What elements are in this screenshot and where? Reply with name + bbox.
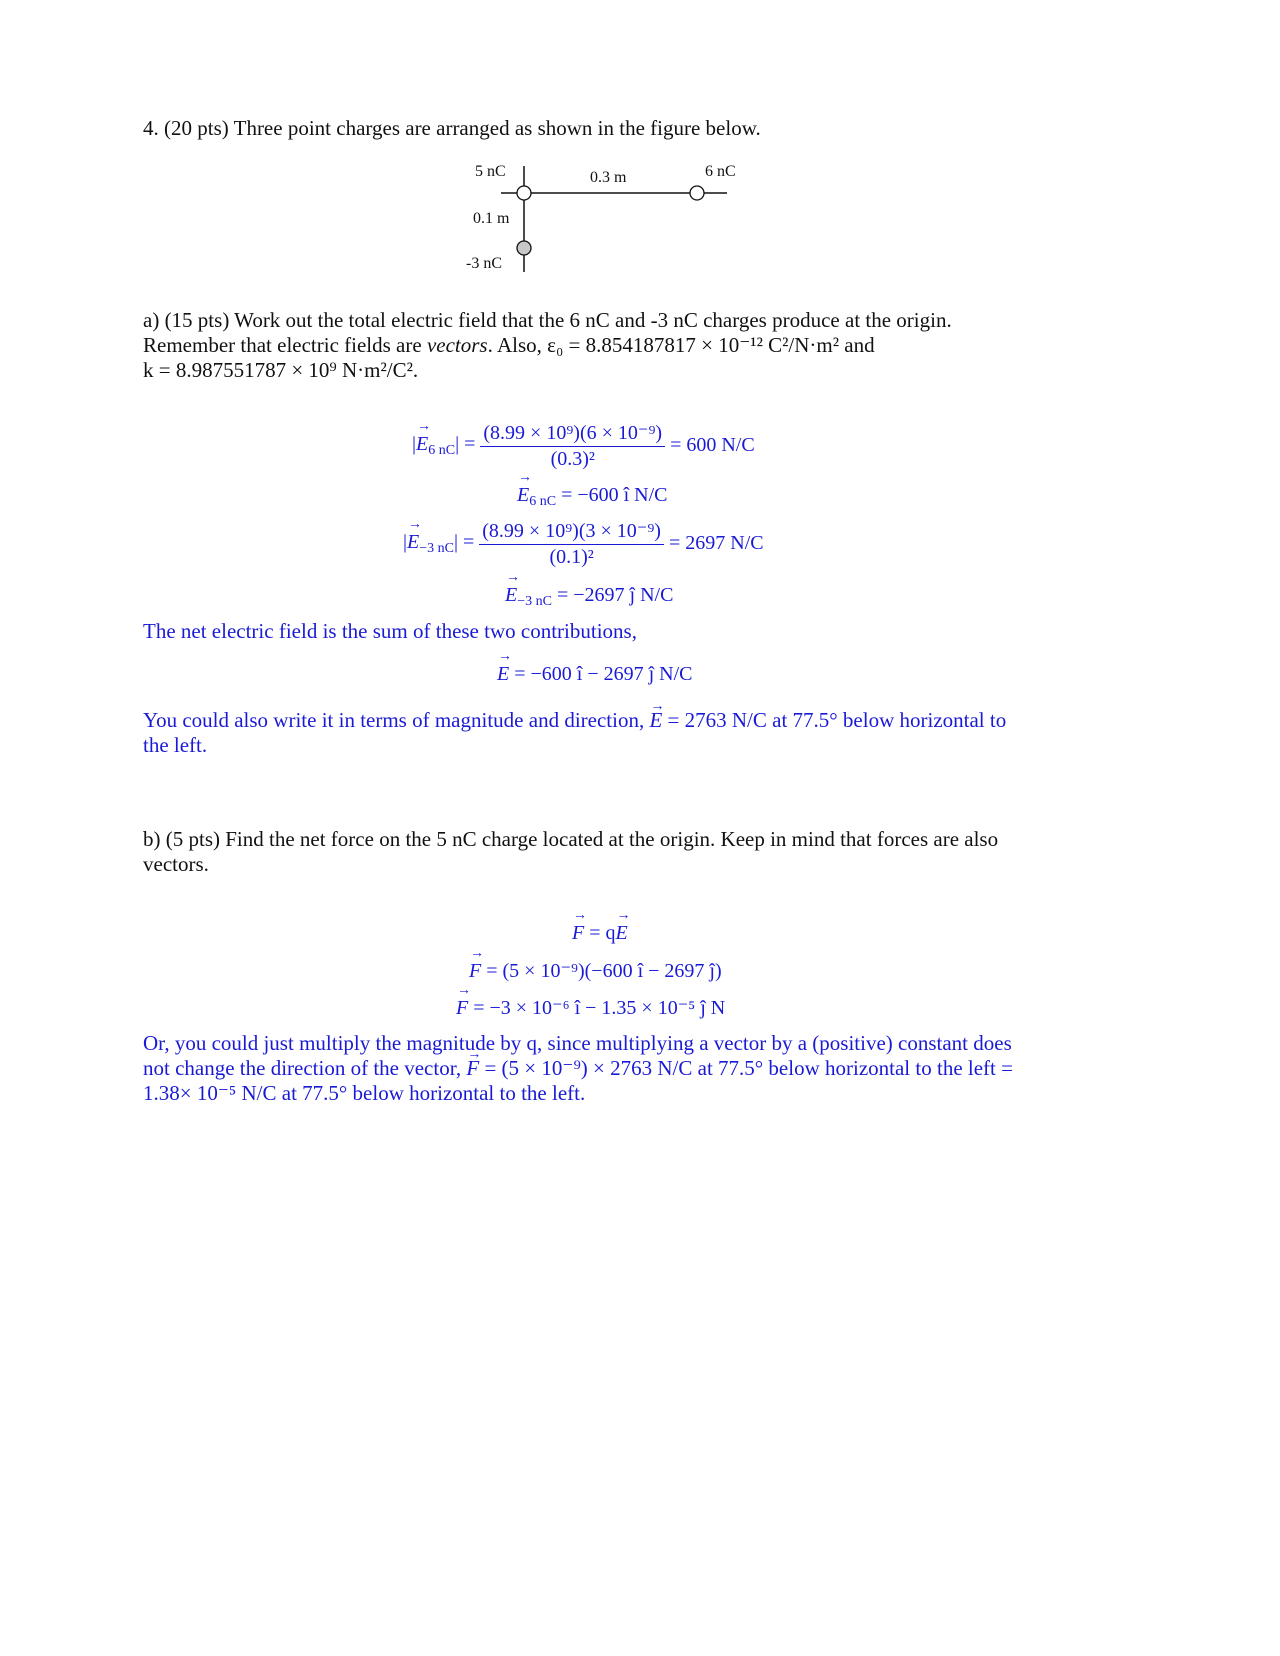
part-a-statement: [143, 308, 1143, 383]
label-neg3nc: -3 nC: [466, 255, 502, 272]
charge-neg3nc-marker: [517, 241, 531, 255]
part-a-line-1: a) (15 pts) Work out the total electric field that the 6 nC and -3 nC charges produce at the origin.: [143, 308, 952, 332]
magnitude-direction-text: [143, 708, 1143, 758]
eq-e6-vector: → $E_{6 nC} = -600$ î N/C: [517, 484, 668, 510]
eq4-rhs: = −2697 ĵ N/C: [556, 584, 674, 606]
part-b-line-2: vectors.: [143, 852, 209, 876]
label-0-1m: 0.1 m: [473, 210, 510, 227]
eqA-rhs: = q: [589, 922, 616, 944]
eq-eneg3-magnitude: |→ $E_{-3 nC}|$ = $\frac{\text{(8.99 × 10⁹)(3 × 10⁻⁹)}}{\text{(0.1)²}}$ = 2697 N/C: [403, 518, 764, 569]
eq2-rhs: = −600 î N/C: [561, 484, 668, 506]
net-field-text: The net electric field is the sum of these two contributions,: [143, 619, 637, 643]
eq-force-substituted: → F = (5 × 10⁻⁹)(−600 î − 2697 ĵ): [469, 958, 722, 983]
charge-6nc-marker: [690, 186, 704, 200]
part-a-line-3: k = 8.987551787 × 10⁹ N·m²/C².: [143, 358, 419, 382]
eq1-numerator: (8.99 × 10⁹)(6 × 10⁻⁹): [480, 420, 665, 447]
charge-5nc-marker: [517, 186, 531, 200]
eq-eneg3-vector: → $E_{-3 nC} = -2697$ ĵ N/C: [505, 584, 673, 610]
part-b-line-1: b) (5 pts) Find the net force on the 5 nC charge located at the origin. Keep in mind that forces are also: [143, 827, 999, 851]
charge-figure: [440, 158, 760, 283]
part-b-statement: [143, 827, 1143, 877]
part-a-line-2: Remember that electric fields are vectors. Also, ε₀ = 8.854187817 × 10⁻¹² C²/N·m² and: [143, 333, 875, 357]
eq3-result: = 2697 N/C: [668, 532, 764, 554]
eq-e6-magnitude: |→ $E_{6 nC}|$ = $\frac{\text{(8.99 × 10⁹)(6 × 10⁻⁹)}}{\text{(0.3)²}}$ = 600 N/C: [412, 420, 755, 471]
eq3-numerator: (8.99 × 10⁹)(3 × 10⁻⁹): [479, 518, 664, 545]
or-line-1: Or, you could just multiply the magnitude by q, since multiplying a vector by a (positive) constant does: [143, 1031, 1012, 1055]
label-0-3m: 0.3 m: [590, 169, 627, 186]
mag-line-2: the left.: [143, 733, 208, 757]
problem-heading: 4. (20 pts) Three point charges are arranged as shown in the figure below.: [143, 116, 761, 140]
net-eq-rhs: = −600 î − 2697 ĵ N/C: [514, 663, 693, 685]
eq-force-definition: → F = q→ E: [572, 922, 628, 945]
eqB-rhs: = (5 × 10⁻⁹)(−600 î − 2697 ĵ): [486, 960, 722, 982]
eq-force-result: → F = −3 × 10⁻⁶ î − 1.35 × 10⁻⁵ ĵ N: [456, 995, 725, 1020]
or-line-3: 1.38× 10⁻⁵ N/C at 77.5° below horizontal to the left.: [143, 1081, 586, 1105]
mag-line-1: You could also write it in terms of magnitude and direction, → E = 2763 N/C at 77.5° below horizontal to: [143, 708, 1143, 733]
eqC-rhs: = −3 × 10⁻⁶ î − 1.35 × 10⁻⁵ ĵ N: [473, 997, 726, 1019]
label-6nc: 6 nC: [705, 163, 736, 180]
eq1-result: = 600 N/C: [670, 434, 755, 456]
or-line-2: not change the direction of the vector, → F = (5 × 10⁻⁹) × 2763 N/C at 77.5° below horizontal to the left =: [143, 1056, 1143, 1081]
label-5nc: 5 nC: [475, 163, 506, 180]
alternative-explanation: [143, 1031, 1143, 1106]
eq-net-field: → E = −600 î − 2697 ĵ N/C: [497, 663, 693, 686]
eq3-denominator: (0.1)²: [549, 546, 594, 568]
eq1-denominator: (0.3)²: [550, 448, 595, 470]
